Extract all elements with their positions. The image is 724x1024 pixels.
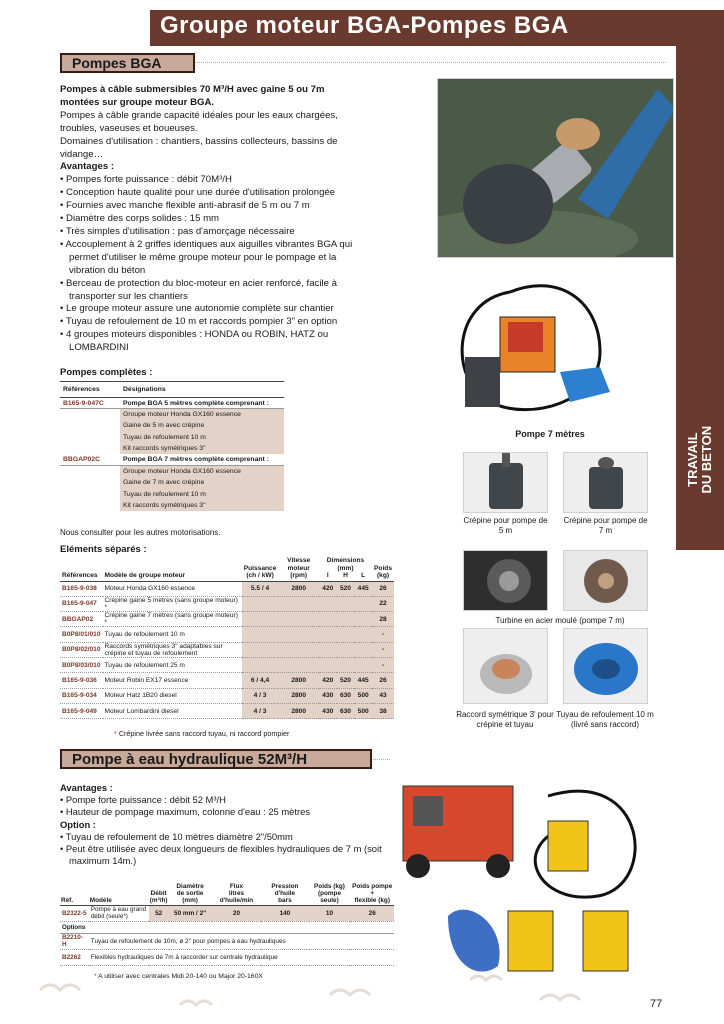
- power-cell: 4 / 3: [242, 703, 279, 718]
- list-item: • Peut être utilisée avec deux longueurs de flexibles hydrauliques de 7 m (soit maximum 14m.): [60, 843, 390, 867]
- turbine-photo-1: [463, 550, 548, 611]
- list-item: • Le groupe moteur assure une autonomie complète sur chantier: [60, 303, 360, 316]
- hyd-advantages-title: Avantages :: [60, 782, 113, 793]
- header-line: Pression d'huile: [271, 883, 299, 898]
- table-row: [60, 642, 394, 657]
- hyd-options-list: [60, 831, 390, 868]
- dim-l-cell: [319, 627, 337, 642]
- table-row: [60, 489, 284, 500]
- table-row: [60, 921, 394, 933]
- page-title: Groupe moteur BGA-Pompes BGA: [160, 12, 569, 39]
- intro-bold: Pompes à câble submersibles 70 M³/H avec gaine 5 ou 7m montées sur groupe moteur BGA.: [60, 84, 325, 108]
- ref-cell: B165-9-034: [60, 688, 103, 703]
- power-cell: [242, 627, 279, 642]
- flux-cell: 20: [212, 905, 262, 921]
- header-line: litres d'huile/min: [219, 890, 254, 905]
- pump-7m-photo: [450, 262, 615, 422]
- dim-l-cell: 420: [319, 581, 337, 596]
- model-cell: Pompe à eau grand débit (seule*): [89, 905, 149, 921]
- ref-cell: B0P8/01/010: [60, 627, 103, 642]
- list-item: • Accouplement à 2 griffes identiques aux aiguilles vibrantes BGA qui permet d'utiliser le même groupe moteur pour le pompage et la vibration du béton: [60, 239, 360, 278]
- dim-L-cell: [354, 596, 372, 611]
- header-line: de sortie (mm): [176, 890, 204, 905]
- hydraulic-text: [60, 782, 390, 867]
- power-cell: 5.5 / 4: [242, 581, 279, 596]
- dim-h-cell: [337, 612, 355, 627]
- weight-cell: 22: [372, 596, 394, 611]
- header-line: bars: [278, 897, 292, 905]
- ref-cell: B2262: [60, 949, 89, 965]
- dim-h-cell: 630: [337, 703, 355, 718]
- list-item: • Pompe forte puissance : débit 52 M³/H: [60, 794, 390, 806]
- column-header: Références: [60, 572, 103, 581]
- crepine-7m-photo: [563, 452, 648, 513]
- list-item: • Berceau de protection du bloc-moteur en acier renforcé, facile à transporter sur les chantiers: [60, 278, 360, 304]
- dim-h-cell: [337, 627, 355, 642]
- dim-l-cell: [319, 657, 337, 672]
- model-cell: Moteur Robin EX17 essence: [103, 673, 242, 688]
- list-item: • Conception haute qualité pour une durée d'utilisation prolongée: [60, 187, 360, 200]
- header-line: Diamètre: [176, 883, 204, 890]
- weight-cell: 38: [372, 703, 394, 718]
- speed-cell: 2800: [278, 673, 319, 688]
- table-row: [60, 443, 284, 454]
- header-line: (pompe seule): [317, 890, 342, 905]
- ref-cell: B165-9-036: [60, 673, 103, 688]
- column-header: Puissance: [243, 564, 277, 572]
- weight-cell: 26: [372, 581, 394, 596]
- column-header: Dimensions (mm): [326, 557, 365, 572]
- dim-h-cell: [337, 657, 355, 672]
- dim-h-cell: [337, 642, 355, 657]
- speed-cell: 2800: [278, 688, 319, 703]
- dim-h-cell: 520: [337, 581, 355, 596]
- weight-cell: -: [372, 642, 394, 657]
- column-header: [261, 883, 308, 905]
- table-row: [60, 409, 284, 420]
- dim-L-cell: [354, 642, 372, 657]
- hyd-option-title: Option :: [60, 818, 96, 830]
- side-label: [676, 410, 724, 510]
- model-cell: Raccords symétriques 3" adaptables sur crépine et tuyau de refoulement: [103, 642, 242, 657]
- table-row: [60, 673, 394, 688]
- table-row: [60, 627, 394, 642]
- group-title: Pompe BGA 5 mètres complète comprenant :: [120, 398, 284, 409]
- separate-title: Eléments séparés :: [60, 544, 147, 555]
- model-cell: Tuyau de refoulement 25 m: [103, 657, 242, 672]
- caption-raccord: Raccord symétrique 3' pour crépine et tuyau: [456, 710, 554, 729]
- column-header: [169, 883, 212, 905]
- ref-cell: B2210-H: [60, 933, 89, 949]
- column-header: l: [319, 572, 337, 581]
- model-cell: Moteur Lombardini diesel: [103, 703, 242, 718]
- ref-cell: B0P8/03/010: [60, 657, 103, 672]
- section-tag-hydraulic: Pompe à eau hydraulique 52M³/H: [60, 749, 372, 769]
- table-row: [60, 933, 394, 949]
- model-cell: Moteur Honda GX160 essence: [103, 581, 242, 596]
- dim-h-cell: 520: [337, 673, 355, 688]
- column-header: Poids: [374, 564, 392, 572]
- column-header: [212, 883, 262, 905]
- ref-cell: B165-9-047: [60, 596, 103, 611]
- flow-cell: 52: [149, 905, 169, 921]
- side-label-line1: TRAVAIL: [685, 432, 701, 488]
- caption-tuyau: Tuyau de refoulement 10 m (livré sans raccord): [556, 710, 654, 729]
- speed-cell: [278, 612, 319, 627]
- weight-cell: 43: [372, 688, 394, 703]
- ref-cell: B2322-5: [60, 905, 89, 921]
- column-header: Modèle de groupe moteur: [103, 572, 242, 581]
- weight-cell: 10: [309, 905, 351, 921]
- power-cell: 4 / 3: [242, 688, 279, 703]
- component-cell: Groupe moteur Honda GX160 essence: [120, 466, 284, 477]
- note-text: A utiliser avec centrales Midi 20-140 ou Major 20-160X: [98, 973, 263, 980]
- column-header: Désignations: [120, 382, 284, 398]
- model-cell: Moteur Hatz 1B20 diesel: [103, 688, 242, 703]
- component-cell: Gaine de 5 m avec crépine: [120, 420, 284, 431]
- dim-l-cell: [319, 612, 337, 627]
- table-row: [60, 500, 284, 511]
- pressure-cell: 140: [261, 905, 308, 921]
- caption-crepine-5m: Crépine pour pompe de 5 m: [463, 516, 548, 535]
- table-row: [60, 398, 284, 409]
- dim-L-cell: 445: [354, 673, 372, 688]
- power-cell: [242, 612, 279, 627]
- table-row: [60, 432, 284, 443]
- tuyau-photo: [563, 628, 648, 704]
- caption-turbine: Turbine en acier moulé (pompe 7 m): [495, 616, 625, 625]
- column-header: (rpm): [278, 572, 319, 581]
- section-tag-pompes-bga: Pompes BGA: [60, 53, 195, 73]
- list-item: • Fournies avec manche flexible anti-abrasif de 5 m ou 7 m: [60, 200, 360, 213]
- weight-cell: 28: [372, 612, 394, 627]
- crepine-5m-photo: [463, 452, 548, 513]
- decorative-birds: [0, 950, 724, 1024]
- options-label: Options: [60, 921, 394, 933]
- intro-text-2: Domaines d'utilisation : chantiers, bassins collecteurs, bassins de vidange…: [60, 135, 338, 160]
- component-cell: Kit raccords symétriques 3": [120, 500, 284, 511]
- dim-L-cell: 500: [354, 688, 372, 703]
- speed-cell: [278, 627, 319, 642]
- advantages-title: Avantages :: [60, 161, 115, 173]
- table-row: [60, 703, 394, 718]
- raccord-photo: [463, 628, 548, 704]
- model-cell: Crépine gaine 7 mètres (sans groupe moteur) *: [103, 612, 242, 627]
- table-row: [60, 657, 394, 672]
- list-item: • Tuyau de refoulement de 10 mètres diamètre 2"/50mm: [60, 831, 390, 843]
- speed-cell: [278, 657, 319, 672]
- table-row: [60, 612, 394, 627]
- advantages-list: [60, 174, 360, 355]
- caption-pump-7m: Pompe 7 mètres: [515, 429, 585, 439]
- component-cell: Gaine de 7 m avec crépine: [120, 477, 284, 488]
- column-header: (kg): [372, 572, 394, 581]
- component-cell: Groupe moteur Honda GX160 essence: [120, 409, 284, 420]
- dim-L-cell: 500: [354, 703, 372, 718]
- weight2-cell: 26: [350, 905, 394, 921]
- table-row: [60, 581, 394, 596]
- list-item: • 4 groupes moteurs disponibles : HONDA ou ROBIN, HATZ ou LOMBARDINI: [60, 329, 360, 355]
- table-row: [60, 596, 394, 611]
- intro-text: [60, 84, 360, 355]
- table-row: [60, 454, 284, 465]
- column-header: Vitesse moteur: [287, 557, 311, 572]
- dim-L-cell: [354, 657, 372, 672]
- group-title: Pompe BGA 7 mètres complète comprenant :: [120, 454, 284, 465]
- dim-l-cell: [319, 642, 337, 657]
- header-line: Flux: [229, 883, 244, 890]
- turbine-photo-2: [563, 550, 648, 611]
- speed-cell: [278, 596, 319, 611]
- hyd-advantages-list: [60, 794, 390, 818]
- header-line: Débit: [150, 890, 167, 898]
- table-row: [60, 420, 284, 431]
- dim-L-cell: [354, 612, 372, 627]
- list-item: • Très simples d'utilisation : pas d'amorçage nécessaire: [60, 226, 360, 239]
- page-number: 77: [650, 998, 663, 1010]
- column-header: Références: [60, 382, 120, 398]
- table-row: [60, 688, 394, 703]
- column-header: [149, 883, 169, 905]
- dim-h-cell: 630: [337, 688, 355, 703]
- complete-pumps-title: Pompes complètes :: [60, 367, 153, 378]
- ref-cell: BBGAP02C: [60, 454, 120, 465]
- speed-cell: 2800: [278, 581, 319, 596]
- list-item: • Pompes forte puissance : débit 70M³/H: [60, 174, 360, 187]
- component-cell: Tuyau de refoulement 10 m: [120, 432, 284, 443]
- model-cell: Crépine gaine 5 mètres (sans groupe moteur) *: [103, 596, 242, 611]
- column-header: Modèle: [89, 883, 149, 905]
- header-line: Poids (kg): [314, 883, 345, 890]
- column-header: [309, 883, 351, 905]
- pump-in-water-photo: [437, 78, 674, 258]
- dim-L-cell: [354, 627, 372, 642]
- ref-cell: B165-9-038: [60, 581, 103, 596]
- note-star: *: [114, 729, 117, 738]
- power-cell: 6 / 4,4: [242, 673, 279, 688]
- option-text: Tuyau de refoulement de 10m, ø 2" pour pompes à eau hydrauliques: [89, 933, 394, 949]
- dim-l-cell: 420: [319, 673, 337, 688]
- list-item: • Tuyau de refoulement de 10 m et raccords pompier 3" en option: [60, 316, 360, 329]
- column-header: H: [337, 572, 355, 581]
- ref-cell: B165-9-047C: [60, 398, 120, 409]
- ref-cell: B165-9-049: [60, 703, 103, 718]
- speed-cell: [278, 642, 319, 657]
- caption-crepine-7m: Crépine pour pompe de 7 m: [563, 516, 648, 535]
- header-line: flexible (kg): [354, 897, 390, 905]
- power-cell: [242, 596, 279, 611]
- dim-l-cell: 430: [319, 688, 337, 703]
- weight-cell: 26: [372, 673, 394, 688]
- column-header: Réf.: [60, 883, 89, 905]
- list-item: • Hauteur de pompage maximum, colonne d'eau : 25 mètres: [60, 806, 390, 818]
- list-item: • Diamètre des corps solides : 15 mm: [60, 213, 360, 226]
- table-row: [60, 477, 284, 488]
- component-cell: Kit raccords symétriques 3": [120, 443, 284, 454]
- ref-cell: B0P8/02/010: [60, 642, 103, 657]
- dim-L-cell: 445: [354, 581, 372, 596]
- complete-pumps-table: [60, 381, 284, 511]
- separate-table: [60, 557, 394, 719]
- complete-pumps-note: Nous consulter pour les autres motorisations.: [60, 528, 221, 537]
- intro-text-1: Pompes à câble grande capacité idéales pour les eaux chargées, troubles, vaseuses et boueuses.: [60, 109, 338, 134]
- model-cell: Tuyau de refoulement 10 m: [103, 627, 242, 642]
- note-star: *: [94, 973, 97, 980]
- ref-cell: BBGAP02: [60, 612, 103, 627]
- dim-h-cell: [337, 596, 355, 611]
- power-cell: [242, 642, 279, 657]
- weight-cell: -: [372, 657, 394, 672]
- separate-note: [114, 729, 289, 738]
- side-label-line2: DU BETON: [699, 426, 714, 494]
- header-line: (m³/h): [149, 897, 168, 905]
- header-line: Poids pompe +: [352, 883, 393, 898]
- note-text: Crépine livrée sans raccord tuyau, ni raccord pompier: [118, 729, 290, 738]
- table-row: [60, 905, 394, 921]
- dim-l-cell: 430: [319, 703, 337, 718]
- speed-cell: 2800: [278, 703, 319, 718]
- power-cell: [242, 657, 279, 672]
- option-text: Flexibles hydrauliques de 7m à raccorder sur centrale hydraulique: [89, 949, 394, 965]
- column-header: [350, 883, 394, 905]
- table-row: [60, 466, 284, 477]
- column-header: (ch / kW): [242, 572, 279, 581]
- column-header: L: [354, 572, 372, 581]
- diam-cell: 50 mm / 2": [169, 905, 212, 921]
- weight-cell: -: [372, 627, 394, 642]
- dim-l-cell: [319, 596, 337, 611]
- component-cell: Tuyau de refoulement 10 m: [120, 489, 284, 500]
